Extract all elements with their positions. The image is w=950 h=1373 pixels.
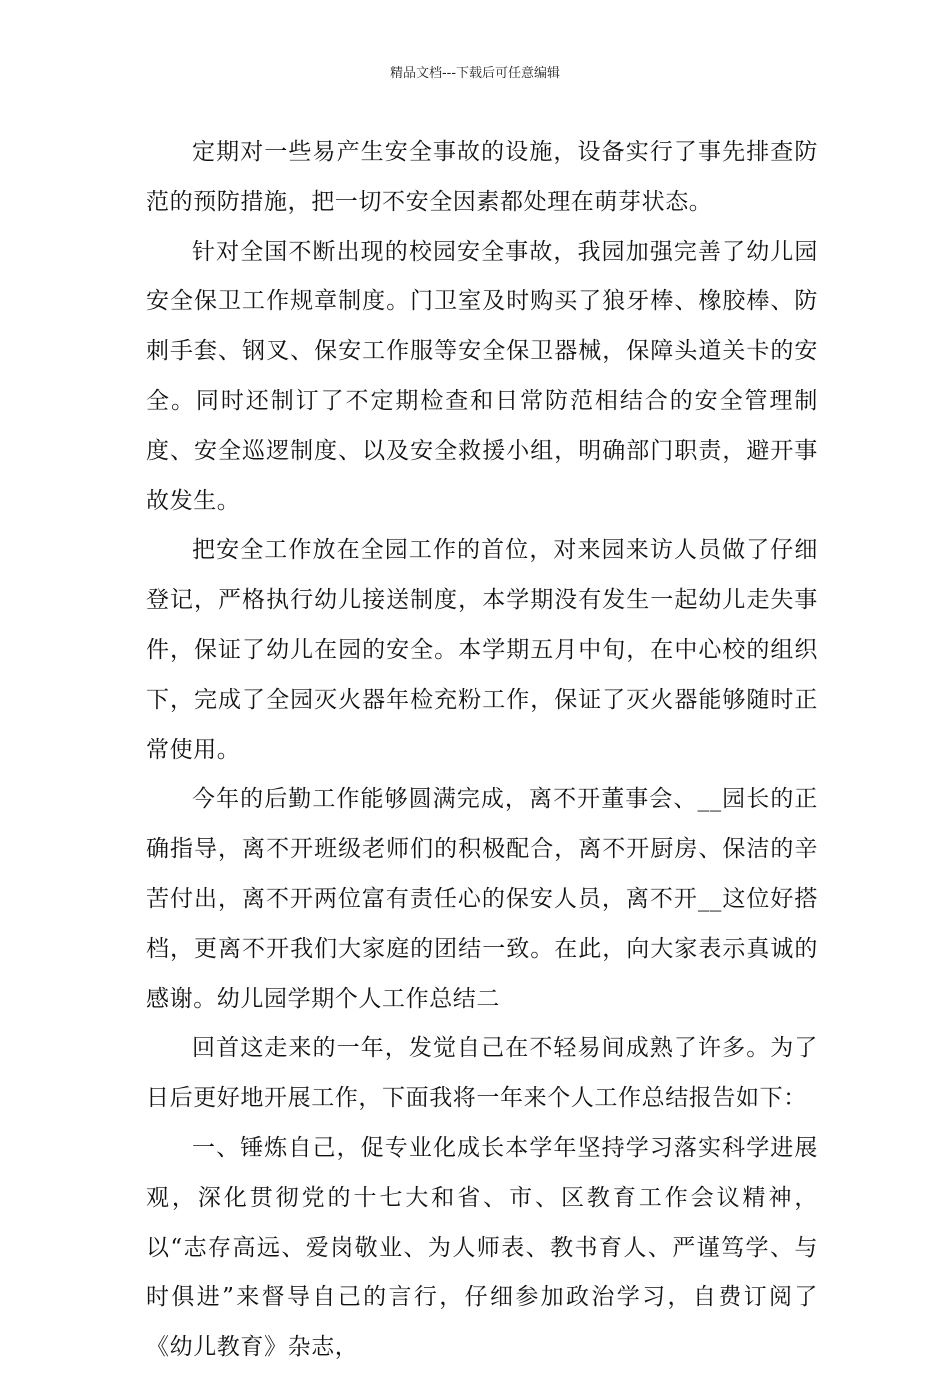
paragraph-5: 回首这走来的一年，发觉自己在不轻易间成熟了许多。为了日后更好地开展工作，下面我将一年来个人工作总结报告如下： — [146, 1035, 818, 1112]
page-header: 精品文档---下载后可任意编辑 — [389, 66, 561, 81]
paragraph-6: 一、锤炼自己，促专业化成长本学年坚持学习落实科学进展观，深化贯彻党的十七大和省、市、区教育工作会议精神，以“志存高远、爱岗敬业、为人师表、教书育人、严谨笃学、与时俱进”来督导自己的言行，仔细参加政治学习，自费订阅了《幼儿教育》杂志， — [146, 1134, 818, 1361]
paragraph-1: 定期对一些易产生安全事故的设施，设备实行了事先排查防范的预防措施，把一切不安全因素都处理在萌芽状态。 — [146, 139, 818, 215]
paragraph-2: 针对全国不断出现的校园安全事故，我园加强完善了幼儿园安全保卫工作规章制度。门卫室及时购买了狼牙棒、橡胶棒、防刺手套、钢叉、保安工作服等安全保卫器械，保障头道关卡的安全。同时还制订了不定期检查和日常防范相结合的安全管理制度、安全巡逻制度、以及安全救援小组，明确部门职责，避开事故发生。 — [146, 238, 818, 514]
paragraph-4: 今年的后勤工作能够圆满完成，离不开董事会、__园长的正确指导，离不开班级老师们的积极配合，离不开厨房、保洁的辛苦付出，离不开两位富有责任心的保安人员，离不开__这位好搭档，更离不开我们大家庭的团结一致。在此，向大家表示真诚的感谢。幼儿园学期个人工作总结二 — [146, 786, 818, 1012]
document-body — [146, 128, 818, 1373]
paragraph-3: 把安全工作放在全园工作的首位，对来园来访人员做了仔细登记，严格执行幼儿接送制度，本学期没有发生一起幼儿走失事件，保证了幼儿在园的安全。本学期五月中旬，在中心校的组织下，完成了全园灭火器年检充粉工作，保证了灭火器能够随时正常使用。 — [146, 537, 818, 763]
